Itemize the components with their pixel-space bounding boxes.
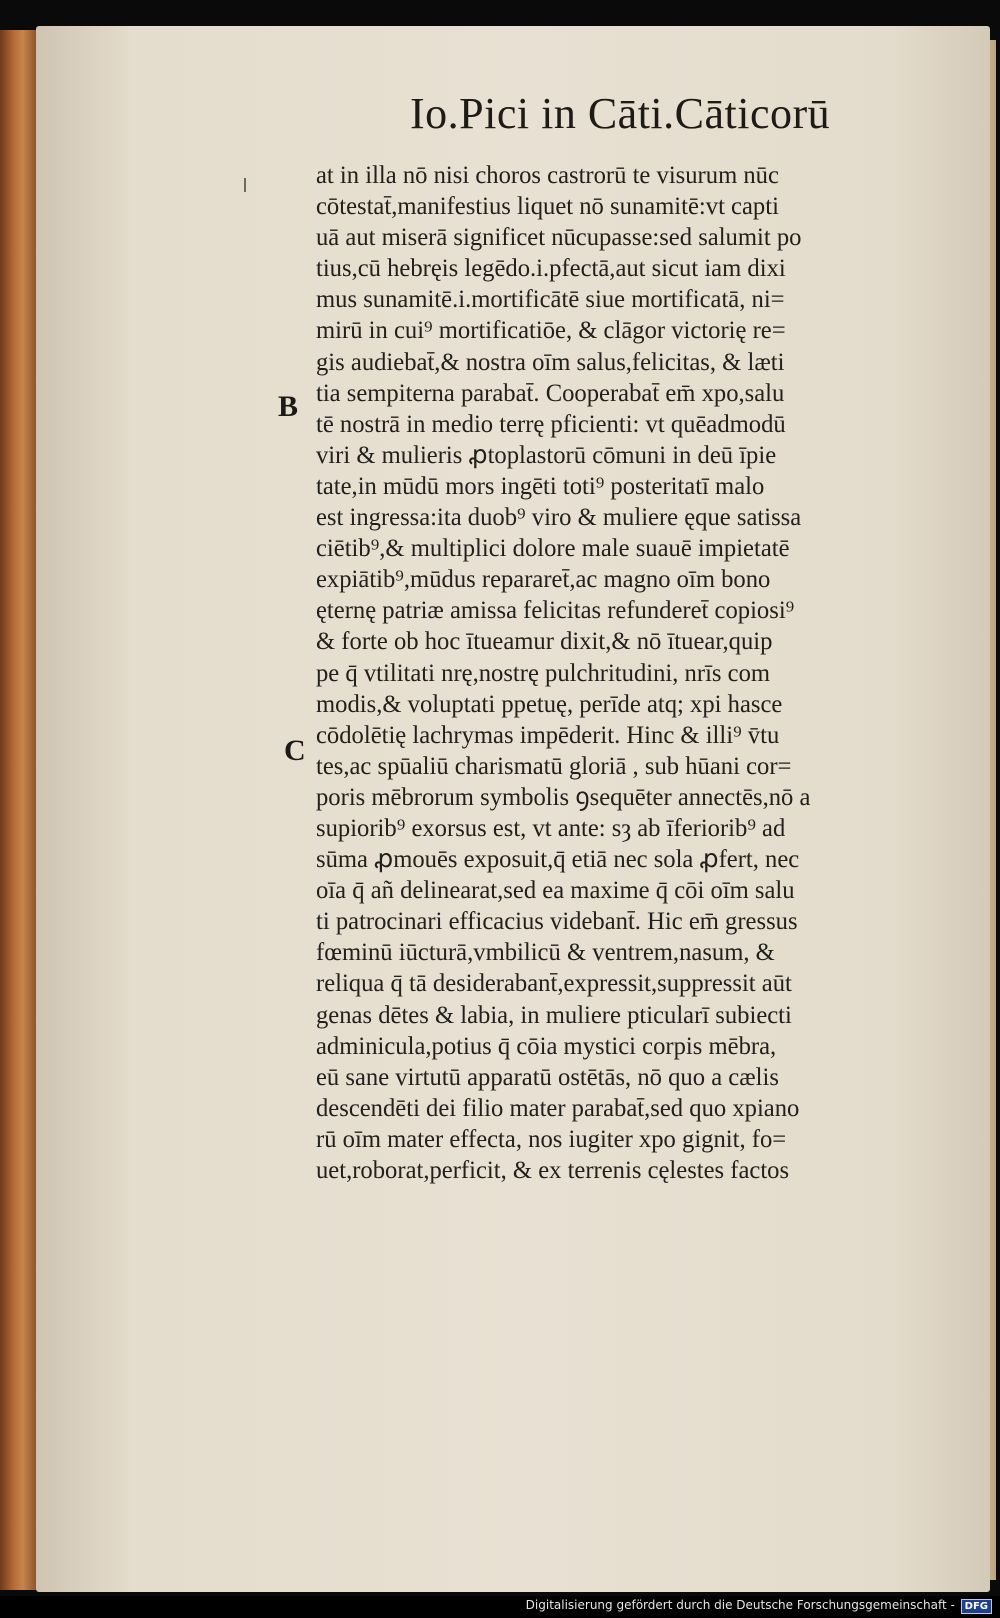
text-line: mus sunamitē.i.mortificātē siue mortificatā, ni= bbox=[316, 286, 785, 314]
text-line: cōtestat̄,manifestius liquet nō sunamitē:vt capti bbox=[316, 193, 779, 221]
text-line: ęternę patriæ amissa felicitas refunderet̄ copiosi⁹ bbox=[316, 597, 795, 625]
funding-footer bbox=[526, 1598, 992, 1616]
text-line: descendēti dei filio mater parabat̄,sed quo xpiano bbox=[316, 1094, 800, 1122]
text-line: adminicula,potius q̄ cōia mystici corpis mēbra, bbox=[316, 1032, 777, 1060]
text-line: at in illa nō nisi choros castrorū te visurum nūc bbox=[316, 162, 779, 189]
text-line: fœminū iūcturā,vmbilicū & ventrem,nasum, & bbox=[316, 939, 775, 967]
text-line: uā aut miserā significet nūcupasse:sed salumit po bbox=[316, 224, 802, 252]
text-line: rū oīm mater effecta, nos iugiter xpo gignit, fo= bbox=[316, 1125, 787, 1153]
text-line: tia sempiterna parabat̄. Cooperabat̄ em̄ xpo,salu bbox=[316, 379, 785, 407]
running-header: Io.Pici in Cāti.Cāticorū bbox=[410, 89, 831, 138]
text-line: viri & mulieris ꝓtoplastorū cōmuni in deū īpie bbox=[316, 441, 777, 469]
book-spine bbox=[0, 30, 38, 1590]
text-line: supiorib⁹ exorsus est, vt ante: sȝ ab īferiorib⁹ ad bbox=[316, 814, 786, 842]
text-line: oīa q̄ añ delinearat,sed ea maxime q̄ cōi oīm salu bbox=[316, 877, 795, 905]
body-text bbox=[316, 160, 976, 1186]
margin-letter-c: C bbox=[284, 734, 306, 767]
text-line: ti patrocinari efficacius videbant̄. Hic em̄ gressus bbox=[316, 908, 798, 936]
text-line: tius,cū hebręis legēdo.i.pfectā,aut sicut iam dixi bbox=[316, 255, 786, 283]
text-line: pe q̄ vtilitati nrę,nostrę pulchritudini, nrīs com bbox=[316, 659, 771, 687]
text-line: tē nostrā in medio terrę pficienti: vt quēadmodū bbox=[316, 410, 786, 438]
text-line: tate,in mūdū mors ingēti toti⁹ posteritatī malo bbox=[316, 472, 765, 500]
text-line: sūma ꝓmouēs exposuit,q̄ etiā nec sola ꝓfert, nec bbox=[316, 846, 800, 874]
text-line: mirū in cui⁹ mortificatiōe, & clāgor victorię re= bbox=[316, 317, 786, 345]
text-line: est ingressa:ita duob⁹ viro & muliere ęque satissa bbox=[316, 504, 802, 532]
margin-letter-b: B bbox=[278, 390, 299, 423]
text-line: reliqua q̄ tā desiderabant̄,expressit,suppressit aūt bbox=[316, 970, 792, 998]
text-line: genas dētes & labia, in muliere pticularī subiecti bbox=[316, 1001, 792, 1029]
text-line: modis,& voluptati ppetuę, perīde atq; xpi hasce bbox=[316, 690, 783, 718]
text-line: gis audiebat̄,& nostra oīm salus,felicitas, & læti bbox=[316, 348, 785, 376]
text-line: expiātib⁹,mūdus repararet̄,ac magno oīm bono bbox=[316, 566, 771, 594]
text-line: cōdolētię lachrymas impēderit. Hinc & illi⁹ v̄tu bbox=[316, 721, 780, 749]
text-line: poris mēbrorum symbolis ꝯsequēter annectēs,nō a bbox=[316, 783, 811, 811]
text-line: & forte ob hoc ītueamur dixit,& nō ītuear,quip bbox=[316, 628, 773, 656]
dfg-logo-badge: DFG bbox=[961, 1599, 992, 1614]
text-line: ciētib⁹,& multiplici dolore male suauē impietatē bbox=[316, 535, 790, 563]
margin-mark bbox=[244, 178, 246, 192]
footer-text: Digitalisierung gefördert durch die Deutsche Forschungsgemeinschaft - bbox=[525, 1598, 955, 1612]
text-line: tes,ac spūaliū charismatū gloriā , sub hūani cor= bbox=[316, 752, 792, 780]
text-line: uet,roborat,perficit, & ex terrenis cęlestes factos bbox=[316, 1157, 790, 1184]
text-line: eū sane virtutū apparatū ostētās, nō quo a cælis bbox=[316, 1063, 779, 1091]
